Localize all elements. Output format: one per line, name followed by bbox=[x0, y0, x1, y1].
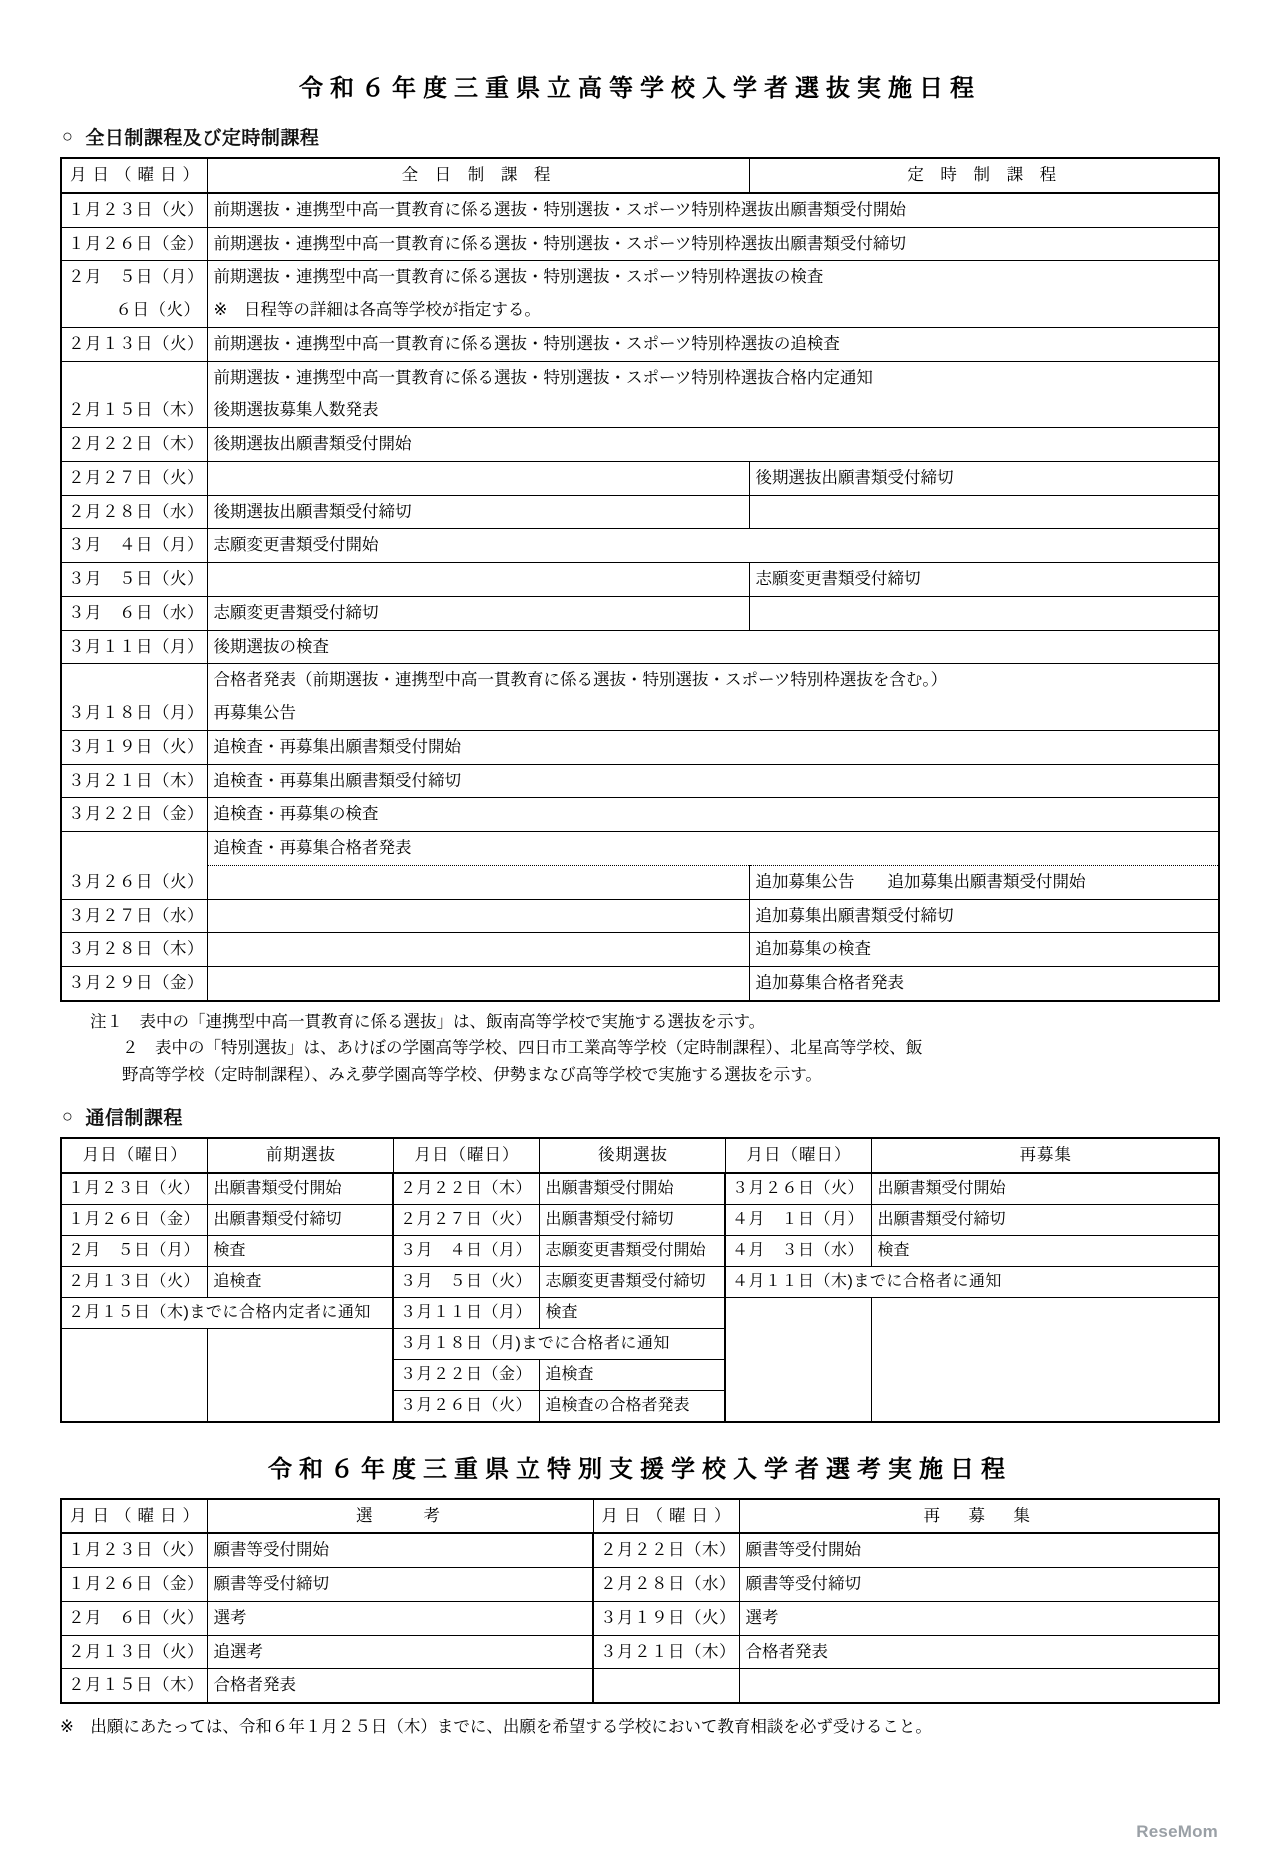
cell-late: 出願書類受付締切 bbox=[539, 1204, 725, 1235]
cell-date: ２月２２日（木） bbox=[61, 428, 207, 462]
cell-late-span: ３月１８日（月)までに合格者に通知 bbox=[393, 1328, 725, 1359]
cell-date-1: １月２３日（火） bbox=[61, 1173, 207, 1205]
table-row bbox=[61, 495, 1219, 529]
table-row bbox=[61, 967, 1219, 1001]
table-row bbox=[61, 461, 1219, 495]
cell-event-parttime: 追加募集の検査 bbox=[749, 933, 1219, 967]
cell-early: 出願書類受付締切 bbox=[207, 1204, 393, 1235]
cell-date: ３月１８日（月） bbox=[61, 697, 207, 730]
cell-event-fulltime bbox=[207, 461, 749, 495]
cell-date-secondary: ６日（火） bbox=[61, 294, 207, 327]
cell-selection: 選考 bbox=[207, 1601, 593, 1635]
cell-rerecruit: 検査 bbox=[871, 1235, 1219, 1266]
cell-selection: 願書等受付締切 bbox=[207, 1568, 593, 1602]
table-row bbox=[61, 933, 1219, 967]
cell-event-fulltime bbox=[207, 563, 749, 597]
cell-date: ３月 ５日（火） bbox=[61, 563, 207, 597]
cell-late: 追検査の合格者発表 bbox=[539, 1390, 725, 1422]
cell-date-2: ３月１１日（月） bbox=[393, 1297, 539, 1328]
cell-date: ３月１９日（火） bbox=[61, 730, 207, 764]
cell-late: 志願変更書類受付締切 bbox=[539, 1266, 725, 1297]
cell-date: ２月 ５日（月） bbox=[61, 261, 207, 294]
cell-date: ３月 ６日（水） bbox=[61, 596, 207, 630]
table-header-row bbox=[61, 158, 1219, 193]
cell-date: １月２３日（火） bbox=[61, 193, 207, 227]
schedule-table-correspondence bbox=[60, 1137, 1220, 1423]
cell-date: １月２６日（金） bbox=[61, 227, 207, 261]
cell-date-2: ３月 ５日（火） bbox=[393, 1266, 539, 1297]
column-header-selection: 選 考 bbox=[207, 1499, 593, 1534]
table-row bbox=[61, 764, 1219, 798]
cell-empty bbox=[725, 1297, 871, 1422]
circle-bullet-icon: ○ bbox=[62, 126, 74, 146]
footnote-2-line2: 野高等学校（定時制課程）、みえ夢学園高等学校、伊勢まなび高等学校で実施する選抜を示す。 bbox=[122, 1066, 822, 1085]
table-row bbox=[61, 1601, 1219, 1635]
cell-selection: 願書等受付開始 bbox=[207, 1533, 593, 1567]
cell-empty bbox=[207, 1328, 393, 1422]
table-row bbox=[61, 193, 1219, 227]
cell-date: ２月２７日（火） bbox=[61, 461, 207, 495]
cell-event-span: 追検査・再募集の検査 bbox=[207, 798, 1219, 832]
cell-event-fulltime bbox=[207, 933, 749, 967]
column-header-date-2: 月日（曜日） bbox=[393, 1138, 539, 1173]
cell-event-parttime bbox=[749, 495, 1219, 529]
cell-event-parttime bbox=[749, 596, 1219, 630]
table-row bbox=[61, 1235, 1219, 1266]
column-header-early-selection: 前期選抜 bbox=[207, 1138, 393, 1173]
column-header-date-1: 月日（曜日） bbox=[61, 1499, 207, 1534]
cell-event-fulltime bbox=[207, 967, 749, 1001]
cell-event-fulltime: 後期選抜出願書類受付締切 bbox=[207, 495, 749, 529]
column-header-fulltime: 全 日 制 課 程 bbox=[207, 158, 749, 193]
cell-event-span: 合格者発表（前期選抜・連携型中高一貫教育に係る選抜・特別選抜・スポーツ特別枠選抜を含む。） bbox=[207, 664, 1219, 697]
cell-event-fulltime bbox=[207, 865, 749, 899]
column-header-parttime: 定 時 制 課 程 bbox=[749, 158, 1219, 193]
cell-date-3: ４月 ３日（水） bbox=[725, 1235, 871, 1266]
cell-selection: 合格者発表 bbox=[207, 1669, 593, 1703]
cell-rerecruit: 合格者発表 bbox=[739, 1635, 1219, 1669]
table-row bbox=[61, 730, 1219, 764]
cell-rerecruit: 願書等受付開始 bbox=[739, 1533, 1219, 1567]
table-row bbox=[61, 1173, 1219, 1205]
cell-rerecruit: 選考 bbox=[739, 1601, 1219, 1635]
table-header-row bbox=[61, 1499, 1219, 1534]
cell-date: ３月２１日（木） bbox=[61, 764, 207, 798]
cell-date-2: ３月１９日（火） bbox=[593, 1601, 739, 1635]
table-header-row bbox=[61, 1138, 1219, 1173]
column-header-date-2: 月日（曜日） bbox=[593, 1499, 739, 1534]
column-header-late-selection: 後期選抜 bbox=[539, 1138, 725, 1173]
cell-date: ３月２９日（金） bbox=[61, 967, 207, 1001]
table-row bbox=[61, 294, 1219, 327]
cell-date: ２月２８日（水） bbox=[61, 495, 207, 529]
watermark-text: ReseMom bbox=[1136, 1822, 1218, 1841]
cell-date: ３月 ４日（月） bbox=[61, 529, 207, 563]
cell-date-1: ２月１３日（火） bbox=[61, 1266, 207, 1297]
cell-event-span-secondary: ※ 日程等の詳細は各高等学校が指定する。 bbox=[207, 294, 1219, 327]
cell-date-2: ３月２１日（木） bbox=[593, 1635, 739, 1669]
table-row bbox=[61, 394, 1219, 427]
cell-event-span-secondary: 再募集公告 bbox=[207, 697, 1219, 730]
cell-event-parttime: 後期選抜出願書類受付締切 bbox=[749, 461, 1219, 495]
table-row bbox=[61, 697, 1219, 730]
table-row bbox=[61, 1533, 1219, 1567]
table-row bbox=[61, 563, 1219, 597]
cell-date-1: ２月 ５日（月） bbox=[61, 1235, 207, 1266]
cell-late: 出願書類受付開始 bbox=[539, 1173, 725, 1205]
cell-event-span: 追検査・再募集出願書類受付開始 bbox=[207, 730, 1219, 764]
column-header-rerecruit: 再募集 bbox=[871, 1138, 1219, 1173]
table-row bbox=[61, 1635, 1219, 1669]
cell-event-span: 前期選抜・連携型中高一貫教育に係る選抜・特別選抜・スポーツ特別枠選抜の追検査 bbox=[207, 327, 1219, 361]
cell-late: 志願変更書類受付開始 bbox=[539, 1235, 725, 1266]
footnote-1: 注１ 表中の「連携型中高一貫教育に係る選抜」は、飯南高等学校で実施する選抜を示す。 bbox=[90, 1012, 766, 1031]
cell-event-span: 前期選抜・連携型中高一貫教育に係る選抜・特別選抜・スポーツ特別枠選抜合格内定通知 bbox=[207, 361, 1219, 394]
page-title-special: 令和６年度三重県立特別支援学校入学者選考実施日程 bbox=[268, 1455, 1012, 1483]
cell-date-2: ３月 ４日（月） bbox=[393, 1235, 539, 1266]
cell-date-1: ２月 ６日（火） bbox=[61, 1601, 207, 1635]
cell-early: 出願書類受付開始 bbox=[207, 1173, 393, 1205]
cell-date-2 bbox=[593, 1669, 739, 1703]
table-row bbox=[61, 1204, 1219, 1235]
cell-date-2: ３月２６日（火） bbox=[393, 1390, 539, 1422]
final-note: ※ 出願にあたっては、令和６年１月２５日（木）までに、出願を希望する学校において教育相談を必ず受けること。 bbox=[60, 1718, 932, 1737]
cell-date: ３月１１日（月） bbox=[61, 630, 207, 664]
cell-rerecruit: 願書等受付締切 bbox=[739, 1568, 1219, 1602]
table-row bbox=[61, 227, 1219, 261]
column-header-date-3: 月日（曜日） bbox=[725, 1138, 871, 1173]
table-row bbox=[61, 596, 1219, 630]
page-title: 令和６年度三重県立高等学校入学者選抜実施日程 bbox=[299, 75, 981, 102]
column-header-date-1: 月日（曜日） bbox=[61, 1138, 207, 1173]
cell-date bbox=[61, 832, 207, 866]
cell-rerecruit bbox=[739, 1669, 1219, 1703]
cell-late: 追検査 bbox=[539, 1359, 725, 1390]
cell-empty bbox=[61, 1328, 207, 1422]
schedule-table-fulltime bbox=[60, 157, 1220, 1002]
section-heading-fulltime bbox=[62, 123, 1220, 150]
section-heading-correspondence-label: 通信制課程 bbox=[85, 1107, 183, 1129]
table-row bbox=[61, 832, 1219, 866]
cell-late: 検査 bbox=[539, 1297, 725, 1328]
cell-rerecruit: 出願書類受付締切 bbox=[871, 1204, 1219, 1235]
cell-date-3: ３月２６日（火） bbox=[725, 1173, 871, 1205]
table-row bbox=[61, 428, 1219, 462]
cell-event-span: 前期選抜・連携型中高一貫教育に係る選抜・特別選抜・スポーツ特別枠選抜出願書類受付締切 bbox=[207, 227, 1219, 261]
cell-date-2: ２月２７日（火） bbox=[393, 1204, 539, 1235]
cell-early: 追検査 bbox=[207, 1266, 393, 1297]
cell-event-fulltime: 後期選抜の検査 bbox=[207, 630, 1219, 664]
cell-event-parttime: 志願変更書類受付締切 bbox=[749, 563, 1219, 597]
cell-event-span-secondary: 後期選抜募集人数発表 bbox=[207, 394, 1219, 427]
footnotes-fulltime bbox=[60, 1009, 1220, 1089]
circle-bullet-icon: ○ bbox=[62, 1105, 74, 1126]
cell-event-span: 追検査・再募集合格者発表 bbox=[207, 832, 1219, 866]
cell-date: ３月２８日（木） bbox=[61, 933, 207, 967]
cell-event-fulltime: 後期選抜出願書類受付開始 bbox=[207, 428, 1219, 462]
table-row bbox=[61, 1266, 1219, 1297]
column-header-rerecruit: 再 募 集 bbox=[739, 1499, 1219, 1534]
cell-date bbox=[61, 664, 207, 697]
cell-date: ２月１５日（木） bbox=[61, 394, 207, 427]
column-header-date: 月日（曜日） bbox=[61, 158, 207, 193]
cell-event-span: 追検査・再募集出願書類受付締切 bbox=[207, 764, 1219, 798]
section-heading-fulltime-label: 全日制課程及び定時制課程 bbox=[85, 128, 320, 149]
table-row bbox=[61, 1669, 1219, 1703]
cell-date bbox=[61, 361, 207, 394]
table-row bbox=[61, 664, 1219, 697]
cell-rerecruit: 出願書類受付開始 bbox=[871, 1173, 1219, 1205]
cell-date-1: ２月１５日（木） bbox=[61, 1669, 207, 1703]
cell-date-1: ２月１３日（火） bbox=[61, 1635, 207, 1669]
cell-event-span: 前期選抜・連携型中高一貫教育に係る選抜・特別選抜・スポーツ特別枠選抜の検査 bbox=[207, 261, 1219, 294]
cell-date: ３月２６日（火） bbox=[61, 865, 207, 899]
cell-event-fulltime: 志願変更書類受付開始 bbox=[207, 529, 1219, 563]
cell-early-span: ２月１５日（木)までに合格内定者に通知 bbox=[61, 1297, 393, 1328]
table-row bbox=[61, 1297, 1219, 1328]
table-row bbox=[61, 261, 1219, 294]
cell-date-3: ４月 １日（月） bbox=[725, 1204, 871, 1235]
watermark-resemom bbox=[1136, 1822, 1218, 1842]
cell-event-fulltime bbox=[207, 899, 749, 933]
table-row bbox=[61, 327, 1219, 361]
cell-rerecruit-span: ４月１１日（木)までに合格者に通知 bbox=[725, 1266, 1219, 1297]
cell-date-2: ２月２２日（木） bbox=[393, 1173, 539, 1205]
cell-date: ３月２２日（金） bbox=[61, 798, 207, 832]
cell-date: ２月１３日（火） bbox=[61, 327, 207, 361]
cell-empty bbox=[871, 1297, 1219, 1422]
table-row bbox=[61, 899, 1219, 933]
cell-date-1: １月２６日（金） bbox=[61, 1568, 207, 1602]
cell-date-2: ２月２２日（木） bbox=[593, 1533, 739, 1567]
cell-date-2: ２月２８日（水） bbox=[593, 1568, 739, 1602]
cell-selection: 追選考 bbox=[207, 1635, 593, 1669]
cell-event-parttime: 追加募集出願書類受付締切 bbox=[749, 899, 1219, 933]
cell-event-span: 前期選抜・連携型中高一貫教育に係る選抜・特別選抜・スポーツ特別枠選抜出願書類受付開始 bbox=[207, 193, 1219, 227]
table-row bbox=[61, 361, 1219, 394]
section-heading-correspondence bbox=[62, 1103, 1220, 1130]
cell-event-parttime: 追加募集合格者発表 bbox=[749, 967, 1219, 1001]
table-row bbox=[61, 630, 1219, 664]
cell-date-2: ３月２２日（金） bbox=[393, 1359, 539, 1390]
footnote-2-line1: ２ 表中の「特別選抜」は、あけぼの学園高等学校、四日市工業高等学校（定時制課程）、北星高等学校、飯 bbox=[122, 1039, 923, 1058]
cell-event-fulltime: 志願変更書類受付締切 bbox=[207, 596, 749, 630]
cell-event-parttime: 追加募集公告 追加募集出願書類受付開始 bbox=[749, 865, 1219, 899]
cell-date-1: １月２６日（金） bbox=[61, 1204, 207, 1235]
table-row bbox=[61, 1568, 1219, 1602]
cell-early: 検査 bbox=[207, 1235, 393, 1266]
cell-date-1: １月２３日（火） bbox=[61, 1533, 207, 1567]
table-row bbox=[61, 529, 1219, 563]
table-row bbox=[61, 798, 1219, 832]
cell-date: ３月２７日（水） bbox=[61, 899, 207, 933]
schedule-table-special-needs bbox=[60, 1498, 1220, 1705]
table-row bbox=[61, 865, 1219, 899]
